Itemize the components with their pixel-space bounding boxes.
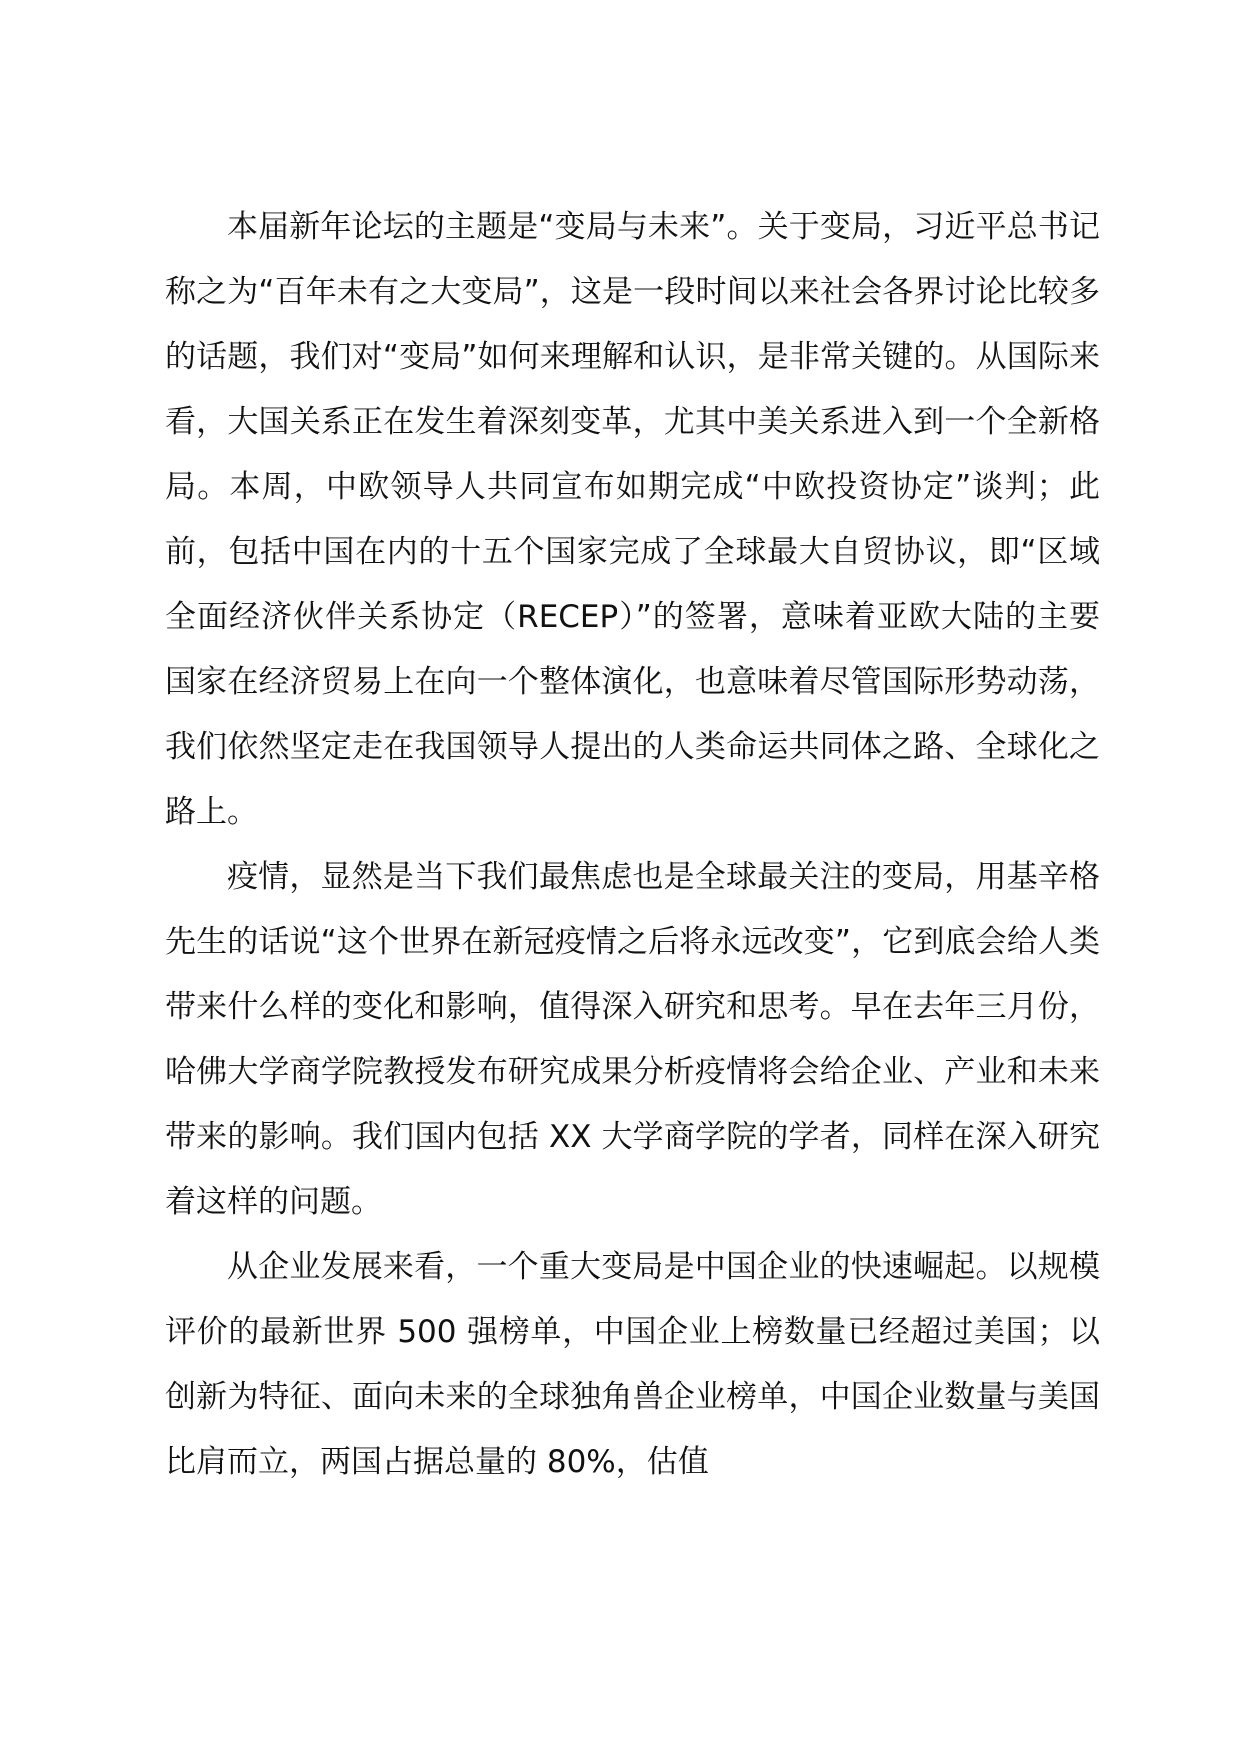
body-text <box>165 195 1100 1495</box>
paragraph-3: 从企业发展来看，一个重大变局是中国企业的快速崛起。以规模评价的最新世界 500 强榜单，中国企业上榜数量已经超过美国；以创新为特征、面向未来的全球独角兽企业榜单，中国企业数量与美国比肩而立，两国占据总量的 80%，估值 <box>165 1249 1100 1480</box>
paragraph-2: 疫情，显然是当下我们最焦虑也是全球最关注的变局，用基辛格先生的话说“这个世界在新冠疫情之后将永远改变”，它到底会给人类带来什么样的变化和影响，值得深入研究和思考。早在去年三月份，哈佛大学商学院教授发布研究成果分析疫情将会给企业、产业和未来带来的影响。我们国内包括 XX 大学商学院的学者，同样在深入研究着这样的问题。 <box>165 859 1100 1220</box>
paragraph-1: 本届新年论坛的主题是“变局与未来”。关于变局，习近平总书记称之为“百年未有之大变局”，这是一段时间以来社会各界讨论比较多的话题，我们对“变局”如何来理解和认识，是非常关键的。从国际来看，大国关系正在发生着深刻变革，尤其中美关系进入到一个全新格局。本周，中欧领导人共同宣布如期完成“中欧投资协定”谈判；此前，包括中国在内的十五个国家完成了全球最大自贸协议，即“区域全面经济伙伴关系协定（RECEP）”的签署，意味着亚欧大陆的主要国家在经济贸易上在向一个整体演化，也意味着尽管国际形势动荡，我们依然坚定走在我国领导人提出的人类命运共同体之路、全球化之路上。 <box>165 209 1100 830</box>
